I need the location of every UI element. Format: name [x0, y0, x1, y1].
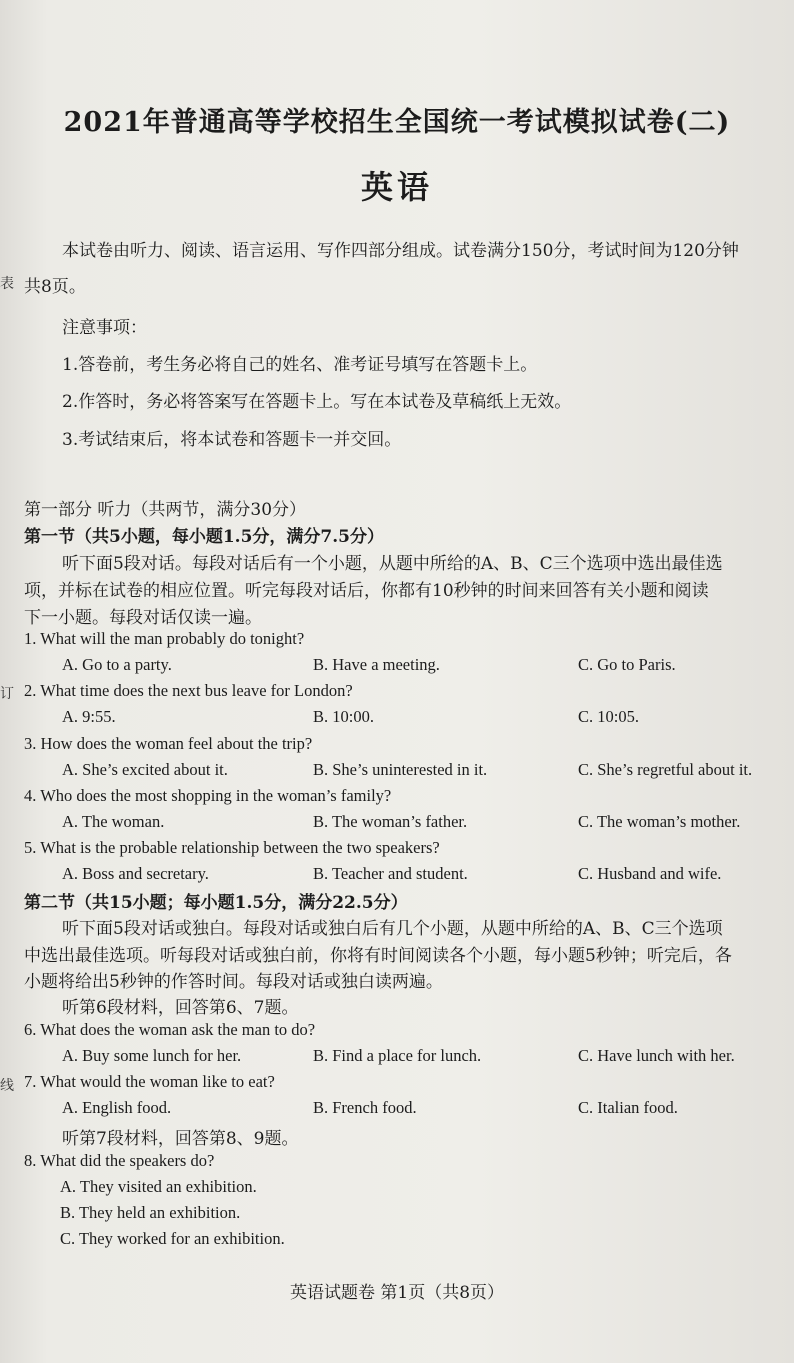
question-6: 6. What does the woman ask the man to do? — [24, 1020, 316, 1039]
q3-option-c: C. She’s regretful about it. — [578, 760, 753, 779]
q5-option-c: C. Husband and wife. — [578, 864, 722, 883]
exam-title: 2021年普通高等学校招生全国统一考试模拟试卷(二) — [63, 107, 731, 138]
section2-instr-3: 小题将给出5秒钟的作答时间。每段对话或独白读两遍。 — [24, 972, 443, 992]
section1-instr-1: 听下面5段对话。每段对话后有一个小题，从题中所给的A、B、C三个选项中选出最佳选 — [62, 554, 723, 574]
q1-option-a: A. Go to a party. — [62, 655, 172, 674]
material-7-label: 听第7段材料，回答第8、9题。 — [62, 1129, 299, 1149]
q8-option-a: A. They visited an exhibition. — [60, 1177, 257, 1196]
note-item-1: 1.答卷前，考生务必将自己的姓名、准考证号填写在答题卡上。 — [62, 355, 538, 375]
notes-heading: 注意事项： — [62, 318, 147, 338]
q8-option-b: B. They held an exhibition. — [60, 1203, 241, 1222]
q4-option-c: C. The woman’s mother. — [578, 812, 741, 831]
question-5: 5. What is the probable relationship between the two speakers? — [24, 838, 440, 857]
q7-option-a: A. English food. — [62, 1098, 172, 1117]
q1-option-b: B. Have a meeting. — [313, 655, 440, 674]
section1-instr-3: 下一小题。每段对话仅读一遍。 — [24, 608, 262, 628]
q2-option-a: A. 9:55. — [62, 707, 116, 726]
q6-option-b: B. Find a place for lunch. — [313, 1046, 482, 1065]
subject-title: 英语 — [360, 168, 433, 206]
q3-option-a: A. She’s excited about it. — [62, 760, 228, 779]
intro-line-2: 共8页。 — [24, 277, 86, 297]
q6-option-c: C. Have lunch with her. — [578, 1046, 735, 1065]
q3-option-b: B. She’s uninterested in it. — [313, 760, 488, 779]
q6-option-a: A. Buy some lunch for her. — [62, 1046, 242, 1065]
section2-instr-2: 中选出最佳选项。听每段对话或独白前，你将有时间阅读各个小题，每小题5秒钟；听完后，各 — [24, 946, 732, 966]
q2-option-c: C. 10:05. — [578, 707, 639, 726]
q4-option-a: A. The woman. — [62, 812, 165, 831]
margin-mark-1: 表 — [0, 276, 14, 292]
section2-instr-1: 听下面5段对话或独白。每段对话或独白后有几个小题，从题中所给的A、B、C三个选项 — [62, 919, 723, 939]
note-item-2: 2.作答时，务必将答案写在答题卡上。写在本试卷及草稿纸上无效。 — [62, 392, 572, 412]
material-6-label: 听第6段材料，回答第6、7题。 — [62, 998, 299, 1018]
q4-option-b: B. The woman’s father. — [313, 812, 468, 831]
section1-heading: 第一节（共5小题，每小题1.5分，满分7.5分） — [24, 527, 384, 547]
question-2: 2. What time does the next bus leave for London? — [24, 681, 353, 700]
margin-mark-3: 线 — [0, 1078, 14, 1094]
question-4: 4. Who does the most shopping in the woman’s family? — [24, 786, 392, 805]
question-3: 3. How does the woman feel about the trip? — [24, 734, 313, 753]
part1-heading: 第一部分 听力（共两节，满分30分） — [24, 500, 307, 520]
question-7: 7. What would the woman like to eat? — [24, 1072, 275, 1091]
q7-option-b: B. French food. — [313, 1098, 417, 1117]
note-item-3: 3.考试结束后，将本试卷和答题卡一并交回。 — [62, 430, 402, 450]
q1-option-c: C. Go to Paris. — [578, 655, 676, 674]
q2-option-b: B. 10:00. — [313, 707, 374, 726]
margin-mark-2: 订 — [0, 686, 14, 702]
page-footer: 英语试题卷 第1页（共8页） — [289, 1283, 505, 1303]
q7-option-c: C. Italian food. — [578, 1098, 678, 1117]
intro-line-1: 本试卷由听力、阅读、语言运用、写作四部分组成。试卷满分150分，考试时间为120分钟 — [62, 241, 739, 261]
question-1: 1. What will the man probably do tonight? — [24, 629, 305, 648]
question-8: 8. What did the speakers do? — [24, 1151, 215, 1170]
q8-option-c: C. They worked for an exhibition. — [60, 1229, 285, 1248]
q5-option-a: A. Boss and secretary. — [62, 864, 209, 883]
section1-instr-2: 项，并标在试卷的相应位置。听完每段对话后，你都有10秒钟的时间来回答有关小题和阅读 — [24, 581, 709, 601]
q5-option-b: B. Teacher and student. — [313, 864, 468, 883]
section2-heading: 第二节（共15小题；每小题1.5分，满分22.5分） — [24, 893, 408, 913]
